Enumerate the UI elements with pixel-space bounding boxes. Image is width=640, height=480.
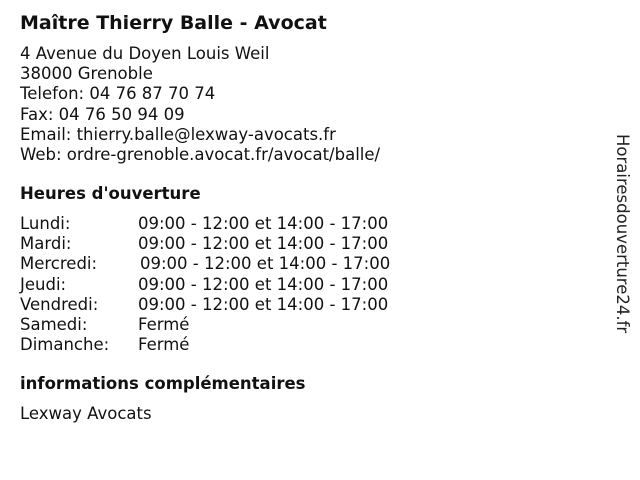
hours-value: 09:00 - 12:00 et 14:00 - 17:00 — [138, 294, 389, 314]
day-label: Lundi: — [20, 214, 71, 233]
site-watermark: Horairesdouverture24.fr — [613, 134, 632, 334]
email-line: Email: thierry.balle@lexway-avocats.fr — [20, 124, 336, 144]
hours-heading: Heures d'ouverture — [20, 184, 201, 203]
info-heading: informations complémentaires — [20, 374, 306, 393]
hours-row-friday — [20, 295, 440, 315]
hours-row-wednesday — [20, 254, 440, 274]
info-text: Lexway Avocats — [20, 404, 152, 423]
hours-row-sunday — [20, 335, 440, 355]
phone-line: Telefon: 04 76 87 70 74 — [20, 84, 216, 104]
contact-block — [20, 44, 380, 165]
hours-table — [20, 214, 440, 355]
hours-value: 09:00 - 12:00 et 14:00 - 17:00 — [138, 234, 389, 254]
hours-row-saturday — [20, 315, 440, 335]
hours-value: Fermé — [138, 314, 190, 334]
day-label: Mardi: — [20, 234, 72, 254]
hours-value: 09:00 - 12:00 et 14:00 - 17:00 — [138, 274, 389, 294]
hours-value: Fermé — [138, 335, 190, 355]
day-label: Mercredi: — [20, 254, 98, 274]
hours-row-monday — [20, 214, 440, 234]
web-line: Web: ordre-grenoble.avocat.fr/avocat/balle/ — [20, 145, 381, 165]
hours-row-thursday — [20, 275, 440, 295]
address-city: 38000 Grenoble — [20, 64, 153, 84]
page-title: Maître Thierry Balle - Avocat — [20, 12, 327, 34]
fax-line: Fax: 04 76 50 94 09 — [20, 104, 185, 124]
day-label: Vendredi: — [20, 294, 99, 314]
day-label: Jeudi: — [20, 274, 67, 294]
hours-value: 09:00 - 12:00 et 14:00 - 17:00 — [138, 214, 389, 233]
hours-row-tuesday — [20, 234, 440, 254]
day-label: Dimanche: — [20, 335, 110, 355]
hours-value: 09:00 - 12:00 et 14:00 - 17:00 — [140, 254, 391, 274]
day-label: Samedi: — [20, 314, 88, 334]
address-street: 4 Avenue du Doyen Louis Weil — [20, 44, 270, 63]
